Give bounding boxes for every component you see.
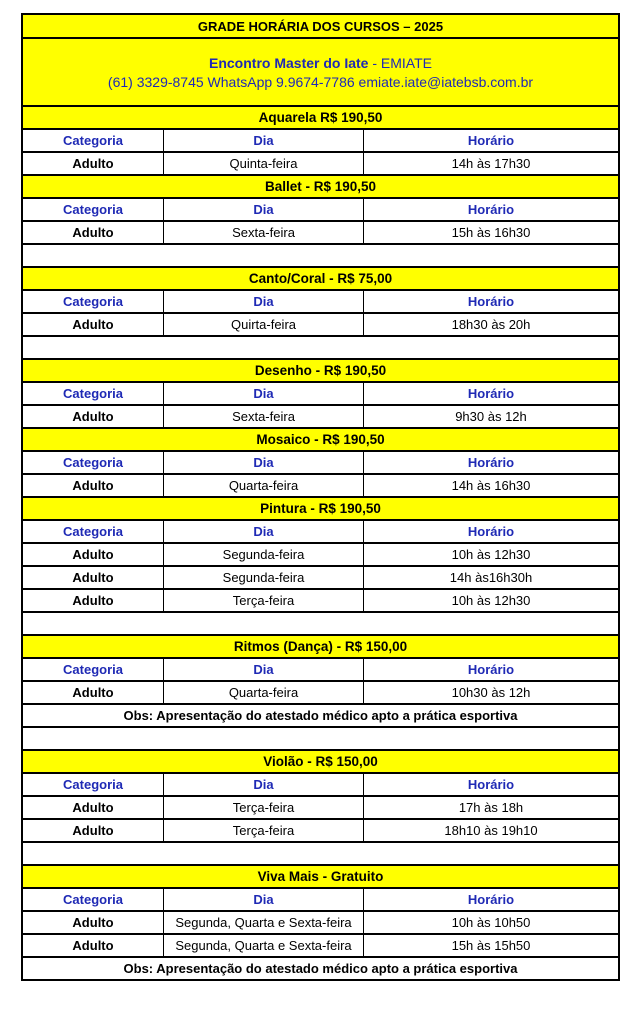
blank-separator-row	[21, 728, 620, 751]
table-row	[21, 153, 620, 176]
course-block	[21, 176, 620, 268]
cell-horario: 14h às16h30h	[363, 567, 618, 588]
header-categoria: Categoria	[63, 777, 123, 792]
header-horario: Horário	[363, 521, 618, 542]
cell-dia: Terça-feira	[163, 590, 363, 611]
cell-horario: 14h às 16h30	[363, 475, 618, 496]
cell-dia: Segunda, Quarta e Sexta-feira	[163, 912, 363, 933]
course-title: Ritmos (Dança) - R$ 150,00	[21, 636, 620, 659]
course-block	[21, 751, 620, 866]
course-block	[21, 360, 620, 429]
table-row	[21, 475, 620, 498]
header-dia: Dia	[163, 659, 363, 680]
table-header-row	[21, 383, 620, 406]
cell-horario: 10h às 12h30	[363, 590, 618, 611]
table-header-row	[21, 199, 620, 222]
org-name-line	[23, 54, 618, 73]
header-categoria: Categoria	[63, 133, 123, 148]
blank-separator-row	[21, 613, 620, 636]
header-dia: Dia	[163, 521, 363, 542]
cell-dia: Sexta-feira	[163, 406, 363, 427]
header-categoria: Categoria	[63, 202, 123, 217]
table-header-row	[21, 659, 620, 682]
cell-categoria: Adulto	[72, 156, 114, 171]
course-block	[21, 636, 620, 751]
table-header-row	[21, 452, 620, 475]
table-header-row	[21, 130, 620, 153]
cell-horario: 18h30 às 20h	[363, 314, 618, 335]
course-list	[21, 107, 620, 981]
table-header-row	[21, 774, 620, 797]
cell-categoria: Adulto	[72, 317, 114, 332]
course-title: Canto/Coral - R$ 75,00	[21, 268, 620, 291]
course-block	[21, 866, 620, 981]
header-categoria: Categoria	[63, 455, 123, 470]
header-dia: Dia	[163, 130, 363, 151]
table-row	[21, 222, 620, 245]
table-row	[21, 912, 620, 935]
header-dia: Dia	[163, 291, 363, 312]
cell-dia: Segunda-feira	[163, 544, 363, 565]
header-horario: Horário	[363, 199, 618, 220]
table-header-row	[21, 521, 620, 544]
table-header-row	[21, 889, 620, 912]
cell-horario: 15h às 15h50	[363, 935, 618, 956]
header-categoria: Categoria	[63, 662, 123, 677]
table-row	[21, 682, 620, 705]
header-horario: Horário	[363, 383, 618, 404]
blank-separator-row	[21, 245, 620, 268]
blank-separator-row	[21, 337, 620, 360]
header-horario: Horário	[363, 774, 618, 795]
course-title: Pintura - R$ 190,50	[21, 498, 620, 521]
table-row	[21, 567, 620, 590]
header-dia: Dia	[163, 199, 363, 220]
table-row	[21, 935, 620, 958]
course-title: Ballet - R$ 190,50	[21, 176, 620, 199]
cell-categoria: Adulto	[72, 938, 114, 953]
course-block	[21, 107, 620, 176]
cell-dia: Terça-feira	[163, 797, 363, 818]
cell-categoria: Adulto	[72, 800, 114, 815]
table-header-row	[21, 291, 620, 314]
header-categoria: Categoria	[63, 386, 123, 401]
header-categoria: Categoria	[63, 892, 123, 907]
cell-categoria: Adulto	[72, 823, 114, 838]
header-horario: Horário	[363, 889, 618, 910]
course-obs-note: Obs: Apresentação do atestado médico apto a prática esportiva	[21, 705, 620, 728]
cell-dia: Quarta-feira	[163, 475, 363, 496]
course-title: Viva Mais - Gratuito	[21, 866, 620, 889]
cell-horario: 10h às 12h30	[363, 544, 618, 565]
blank-separator-row	[21, 843, 620, 866]
header-dia: Dia	[163, 383, 363, 404]
course-title: Mosaico - R$ 190,50	[21, 429, 620, 452]
cell-dia: Quirta-feira	[163, 314, 363, 335]
cell-dia: Terça-feira	[163, 820, 363, 841]
cell-categoria: Adulto	[72, 915, 114, 930]
header-horario: Horário	[363, 452, 618, 473]
header-horario: Horário	[363, 130, 618, 151]
cell-categoria: Adulto	[72, 409, 114, 424]
cell-horario: 18h10 às 19h10	[363, 820, 618, 841]
cell-horario: 17h às 18h	[363, 797, 618, 818]
org-name: Encontro Master do Iate	[209, 55, 369, 71]
org-suffix: - EMIATE	[368, 55, 432, 71]
cell-horario: 10h30 às 12h	[363, 682, 618, 703]
cell-dia: Segunda, Quarta e Sexta-feira	[163, 935, 363, 956]
cell-dia: Segunda-feira	[163, 567, 363, 588]
cell-dia: Sexta-feira	[163, 222, 363, 243]
header-dia: Dia	[163, 889, 363, 910]
cell-categoria: Adulto	[72, 685, 114, 700]
table-row	[21, 544, 620, 567]
cell-dia: Quinta-feira	[163, 153, 363, 174]
course-title: Desenho - R$ 190,50	[21, 360, 620, 383]
course-title: Violão - R$ 150,00	[21, 751, 620, 774]
course-obs-note: Obs: Apresentação do atestado médico apto a prática esportiva	[21, 958, 620, 981]
header-categoria: Categoria	[63, 294, 123, 309]
schedule-sheet	[21, 13, 620, 981]
org-header	[21, 39, 620, 107]
course-block	[21, 498, 620, 636]
course-block	[21, 429, 620, 498]
header-dia: Dia	[163, 452, 363, 473]
cell-categoria: Adulto	[72, 478, 114, 493]
cell-categoria: Adulto	[72, 547, 114, 562]
table-row	[21, 820, 620, 843]
table-row	[21, 406, 620, 429]
cell-horario: 9h30 às 12h	[363, 406, 618, 427]
course-title: Aquarela R$ 190,50	[21, 107, 620, 130]
header-dia: Dia	[163, 774, 363, 795]
cell-dia: Quarta-feira	[163, 682, 363, 703]
table-row	[21, 590, 620, 613]
cell-horario: 14h às 17h30	[363, 153, 618, 174]
cell-categoria: Adulto	[72, 225, 114, 240]
cell-categoria: Adulto	[72, 570, 114, 585]
header-categoria: Categoria	[63, 524, 123, 539]
cell-horario: 15h às 16h30	[363, 222, 618, 243]
course-block	[21, 268, 620, 360]
page-title: GRADE HORÁRIA DOS CURSOS – 2025	[21, 13, 620, 39]
header-horario: Horário	[363, 659, 618, 680]
cell-categoria: Adulto	[72, 593, 114, 608]
table-row	[21, 314, 620, 337]
cell-horario: 10h às 10h50	[363, 912, 618, 933]
org-contact: (61) 3329-8745 WhatsApp 9.9674-7786 emiate.iate@iatebsb.com.br	[107, 74, 534, 90]
table-row	[21, 797, 620, 820]
header-horario: Horário	[363, 291, 618, 312]
